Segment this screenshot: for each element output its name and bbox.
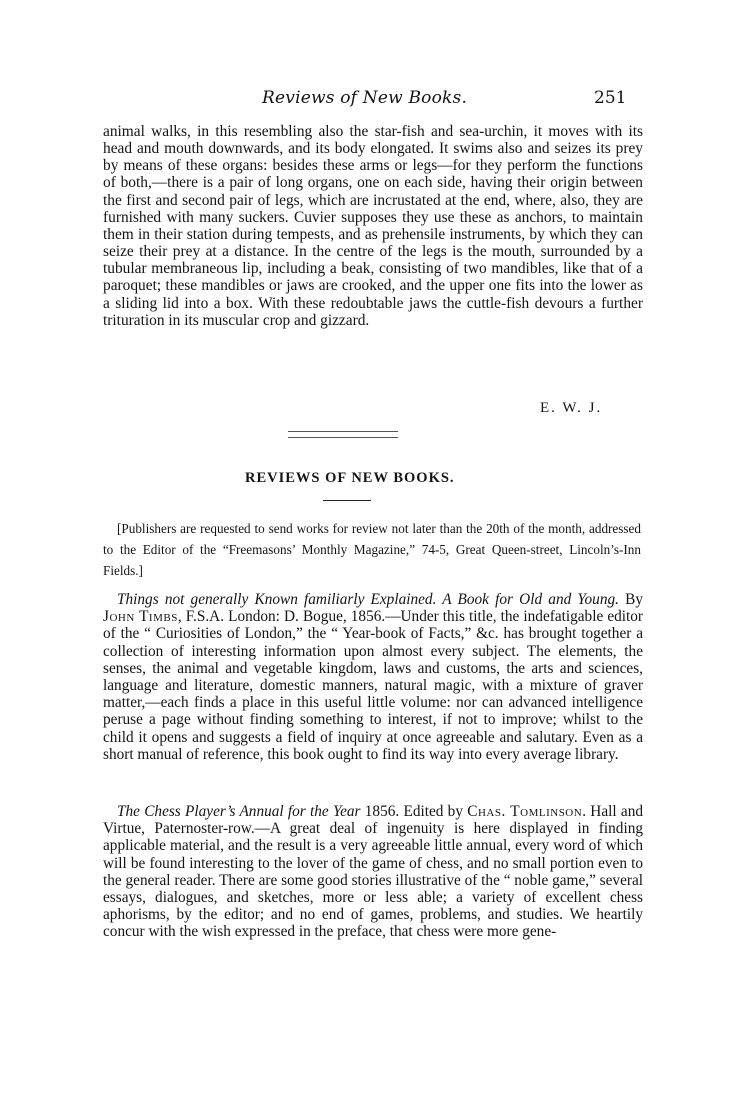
title-underline (323, 500, 371, 501)
publishers-notice: [Publishers are requested to send works for review not later than the 20th of the month, addressed to the Editor of the “Freemasons’ Monthly Magazine,” 74-5, Great Queen-street, Lincoln’s-Inn Fields.] (103, 521, 641, 578)
review-body: —A great deal of ingenuity is here displayed in finding applicable material, and the result is a very agreeable little annual, every word of which will be found interesting to the lover of the game of chess, and no small portion even to the general reader. There are some good stories illustrative of the “ noble game,” several essays, dialogues, and sketches, more or less able; a variety of excellent chess aphorisms, by the editor; and no end of games, problems, and studies. We heartily concur with the wish expressed in the preface, that chess were more gene- (103, 820, 643, 941)
review-book-title: The Chess Player’s Annual for the Year (117, 803, 361, 820)
article-continuation (103, 123, 643, 329)
review-imprint: . Hall and Virtue, Paternoster-row. (103, 803, 643, 838)
review-body: —Under this title, the indefatigable editor of the “ Curiosities of London,” the “ Year-book of Facts,” &c. has brought together a collection of interesting information upon almost every subject. The elements, the senses, the animal and vegetable kingdom, laws and customs, the arts and sciences, language and literature, domestic manners, natural magic, with a mixture of graver matter,—each finds a place in this useful little volume: nor can advanced intelligence peruse a page without finding something to interest, if not to improve; whilst to the child it opens and suggests a field of inquiry at once agreeable and salutary. Even as a short manual of reference, this book ought to find its way into every average library. (103, 608, 643, 763)
review-year: 1856. (360, 803, 400, 820)
article-paragraph: animal walks, in this resembling also the star-fish and sea-urchin, it moves with its head and mouth downwards, and its body elongated. It swims also and seizes its prey by means of these organs: besides these arms or legs—for they perform the functions of both,—there is a pair of long organs, one on each side, having their origin between the first and second pair of legs, which are incrustated at the end, where, also, they are furnished with many suckers. Cuvier supposes they use these as anchors, to maintain them in their station during tempests, and as prehensile instruments, by which they can seize their prey at a distance. In the centre of the legs is the mouth, surrounded by a tubular membraneous lip, including a beak, consisting of two mandibles, like that of a paroquet; these mandibles or jaws are crooked, and the upper one fits into the lower as a sliding lid into a box. With these redoubtable jaws the cuttle-fish devours a further trituration in its muscular crop and gizzard. (103, 123, 643, 329)
section-title: REVIEWS OF NEW BOOKS. (245, 470, 455, 486)
review-entry (103, 803, 643, 941)
author-signature: E. W. J. (540, 400, 603, 416)
review-entry (103, 591, 643, 763)
page-number: 251 (594, 88, 627, 108)
review-author: John Timbs (103, 608, 178, 626)
review-imprint: , F.S.A. London: D. Bogue, 1856. (177, 608, 386, 626)
review-by: By (625, 591, 643, 608)
section-divider (288, 431, 398, 438)
review-by: Edited by (399, 803, 463, 820)
review-author: Chas. Tomlinson (467, 803, 583, 820)
running-head: Reviews of New Books. (262, 88, 468, 108)
review-book-title: Things not generally Known familiarly Explained. A Book for Old and Young. (117, 591, 619, 608)
